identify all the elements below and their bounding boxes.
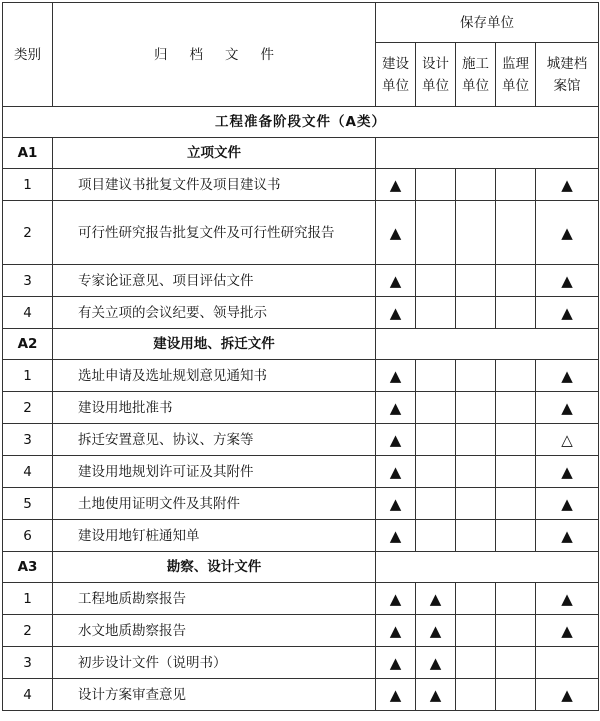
storage-mark	[456, 679, 496, 711]
section-code: A1	[3, 138, 53, 169]
storage-mark: ▲	[376, 169, 416, 201]
table-row	[3, 424, 599, 456]
row-number: 4	[3, 297, 53, 329]
storage-mark	[496, 169, 536, 201]
section-title: 立项文件	[53, 138, 376, 169]
storage-mark: ▲	[416, 583, 456, 615]
storage-mark	[496, 679, 536, 711]
storage-mark: ▲	[376, 201, 416, 265]
storage-mark	[416, 392, 456, 424]
unit-header-supervision	[496, 43, 536, 107]
unit-header-line1: 设计	[422, 55, 449, 72]
storage-mark	[496, 424, 536, 456]
file-name: 拆迁安置意见、协议、方案等	[53, 424, 376, 456]
storage-mark	[456, 647, 496, 679]
table-row	[3, 583, 599, 615]
section-units-blank	[376, 329, 599, 360]
storage-mark: ▲	[376, 488, 416, 520]
file-name: 水文地质勘察报告	[53, 615, 376, 647]
table-row	[3, 169, 599, 201]
storage-mark	[496, 456, 536, 488]
file-name: 初步设计文件（说明书）	[53, 647, 376, 679]
storage-mark: ▲	[536, 297, 599, 329]
row-number: 3	[3, 265, 53, 297]
storage-mark	[416, 360, 456, 392]
row-number: 1	[3, 583, 53, 615]
storage-mark	[496, 488, 536, 520]
file-name: 建设用地钉桩通知单	[53, 520, 376, 552]
storage-mark: ▲	[376, 297, 416, 329]
storage-mark: ▲	[376, 360, 416, 392]
storage-mark: ▲	[536, 392, 599, 424]
storage-mark	[496, 297, 536, 329]
table-row	[3, 265, 599, 297]
storage-mark: ▲	[376, 583, 416, 615]
storage-mark	[456, 201, 496, 265]
storage-mark: ▲	[536, 679, 599, 711]
unit-header-design	[416, 43, 456, 107]
table-row	[3, 679, 599, 711]
storage-mark: ▲	[376, 615, 416, 647]
storage-units-header: 保存单位	[376, 3, 599, 43]
storage-mark	[536, 647, 599, 679]
unit-header-line2: 单位	[462, 77, 489, 94]
table-row	[3, 360, 599, 392]
storage-mark	[496, 583, 536, 615]
storage-mark	[456, 424, 496, 456]
file-name: 土地使用证明文件及其附件	[53, 488, 376, 520]
table-row	[3, 201, 599, 265]
storage-mark: ▲	[536, 615, 599, 647]
storage-mark: ▲	[376, 392, 416, 424]
storage-mark: ▲	[536, 360, 599, 392]
file-name: 选址申请及选址规划意见通知书	[53, 360, 376, 392]
storage-mark: ▲	[536, 520, 599, 552]
file-name: 有关立项的会议纪要、领导批示	[53, 297, 376, 329]
unit-header-line2: 案馆	[553, 77, 581, 94]
table-row	[3, 520, 599, 552]
storage-mark	[416, 520, 456, 552]
storage-mark: ▲	[376, 520, 416, 552]
storage-mark	[496, 360, 536, 392]
archive-files-label: 归档文件	[154, 46, 296, 63]
archive-table	[2, 2, 599, 711]
storage-mark	[496, 647, 536, 679]
file-name: 可行性研究报告批复文件及可行性研究报告	[53, 201, 376, 265]
stage-title: 工程准备阶段文件（A类）	[3, 107, 599, 138]
table-row	[3, 456, 599, 488]
table-row	[3, 392, 599, 424]
unit-header-builder	[456, 43, 496, 107]
storage-mark	[496, 201, 536, 265]
file-name: 建设用地规划许可证及其附件	[53, 456, 376, 488]
storage-mark	[456, 169, 496, 201]
file-name: 工程地质勘察报告	[53, 583, 376, 615]
row-number: 4	[3, 456, 53, 488]
storage-mark	[456, 297, 496, 329]
table-row	[3, 647, 599, 679]
row-number: 4	[3, 679, 53, 711]
section-code: A2	[3, 329, 53, 360]
section-units-blank	[376, 138, 599, 169]
section-row	[3, 329, 599, 360]
storage-mark	[456, 392, 496, 424]
storage-mark: ▲	[376, 265, 416, 297]
storage-mark	[496, 392, 536, 424]
table-row	[3, 488, 599, 520]
storage-mark: ▲	[536, 583, 599, 615]
storage-mark: ▲	[536, 488, 599, 520]
section-title: 建设用地、拆迁文件	[53, 329, 376, 360]
unit-header-line2: 单位	[422, 77, 449, 94]
storage-mark: △	[536, 424, 599, 456]
file-name: 建设用地批准书	[53, 392, 376, 424]
row-number: 2	[3, 615, 53, 647]
storage-mark	[456, 520, 496, 552]
unit-header-construction	[376, 43, 416, 107]
storage-mark: ▲	[416, 647, 456, 679]
storage-mark	[416, 265, 456, 297]
storage-mark	[416, 201, 456, 265]
section-row	[3, 138, 599, 169]
unit-header-line2: 单位	[502, 77, 529, 94]
storage-mark	[416, 297, 456, 329]
storage-mark	[416, 424, 456, 456]
storage-mark	[456, 456, 496, 488]
row-number: 2	[3, 392, 53, 424]
section-title: 勘察、设计文件	[53, 552, 376, 583]
section-code: A3	[3, 552, 53, 583]
unit-header-line1: 城建档	[546, 55, 588, 72]
unit-header-line1: 监理	[502, 55, 529, 72]
storage-mark	[496, 615, 536, 647]
storage-mark: ▲	[536, 169, 599, 201]
unit-header-archive	[536, 43, 599, 107]
table-row	[3, 615, 599, 647]
storage-mark: ▲	[376, 647, 416, 679]
storage-mark	[456, 583, 496, 615]
file-name: 专家论证意见、项目评估文件	[53, 265, 376, 297]
storage-mark	[456, 488, 496, 520]
section-row	[3, 552, 599, 583]
row-number: 1	[3, 169, 53, 201]
storage-mark: ▲	[536, 456, 599, 488]
section-units-blank	[376, 552, 599, 583]
table-row	[3, 297, 599, 329]
storage-mark: ▲	[376, 679, 416, 711]
storage-mark: ▲	[416, 679, 456, 711]
storage-mark	[456, 265, 496, 297]
category-header: 类别	[3, 3, 53, 107]
storage-mark: ▲	[536, 201, 599, 265]
storage-mark: ▲	[416, 615, 456, 647]
row-number: 2	[3, 201, 53, 265]
storage-mark	[416, 169, 456, 201]
storage-mark	[416, 456, 456, 488]
row-number: 3	[3, 647, 53, 679]
storage-mark	[456, 360, 496, 392]
file-name: 设计方案审查意见	[53, 679, 376, 711]
storage-mark	[456, 615, 496, 647]
archive-files-header	[53, 3, 376, 107]
row-number: 5	[3, 488, 53, 520]
row-number: 1	[3, 360, 53, 392]
storage-mark: ▲	[376, 424, 416, 456]
storage-mark: ▲	[376, 456, 416, 488]
unit-header-line2: 单位	[382, 77, 409, 94]
file-name: 项目建议书批复文件及项目建议书	[53, 169, 376, 201]
storage-mark	[416, 488, 456, 520]
row-number: 6	[3, 520, 53, 552]
storage-mark	[496, 520, 536, 552]
unit-header-line1: 施工	[462, 55, 489, 72]
unit-header-line1: 建设	[382, 55, 409, 72]
storage-mark	[496, 265, 536, 297]
row-number: 3	[3, 424, 53, 456]
storage-mark: ▲	[536, 265, 599, 297]
